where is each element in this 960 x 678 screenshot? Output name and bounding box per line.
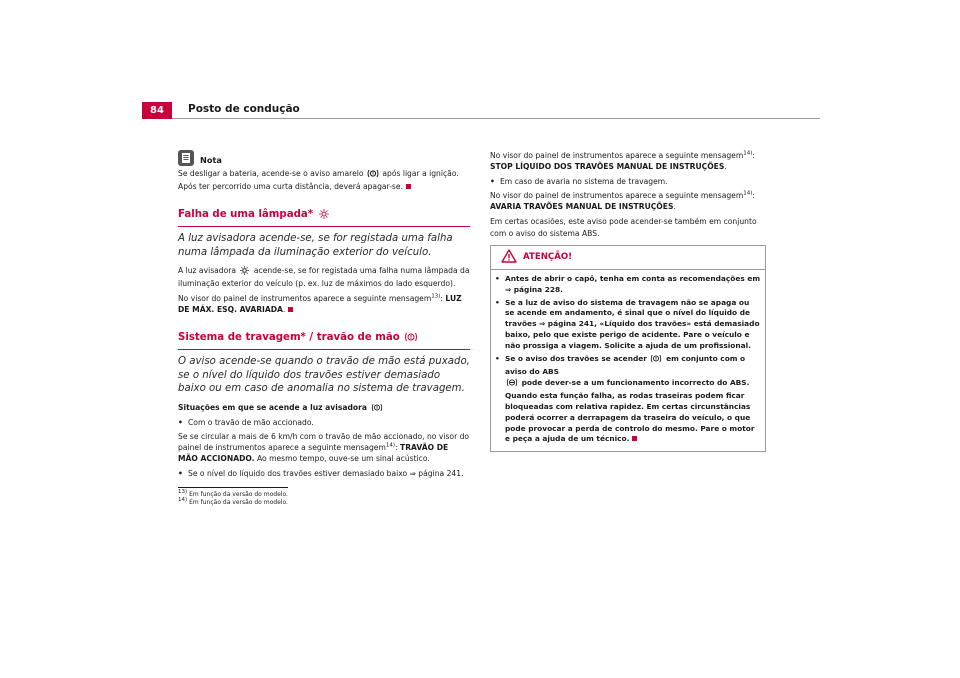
list-item: • Se o aviso dos travões se acender em conjunto com o aviso do ABS pode dever-se a um funcionamento incorrecto do ABS. Quando esta função falha, as rodas traseiras podem ficar bloqueadas com relativa rapidez. Em certas circunstâncias poderá ocorrer a derrapagem da traseira do veículo, o que pode provocar a perda de controlo do mesmo. Pare o motor e peça a ajuda de um técnico. xyxy=(495,354,761,445)
display-message: AVARIA TRAVÕES MANUAL DE INSTRUÇÕES xyxy=(490,202,674,212)
right-p2-end: . xyxy=(673,202,676,212)
brake-warning-icon xyxy=(404,332,418,346)
lamp-p1-part-b: acende-se, se for registada uma falha numa lâmpada da iluminação exterior do veículo (p. ex. luz de máximos do lado esquerdo). xyxy=(178,266,470,289)
footnote-14 xyxy=(178,499,470,507)
brake-warning-icon xyxy=(371,403,383,415)
footnote-mark: 13) xyxy=(178,489,188,496)
brake-p1-continuation: Ao mesmo tempo, ouve-se um sinal acústico. xyxy=(256,453,430,463)
brake-subheading-text: Situações em que se acende a luz avisadora xyxy=(178,402,368,412)
warning-b3-part-b: em conjunto com o aviso do ABS xyxy=(505,354,746,376)
list-item-text[interactable]: Antes de abrir o capô, tenha em conta as recomendações em ⇒ página 228. xyxy=(505,273,761,294)
list-item-text[interactable]: Se a luz de aviso do sistema de travagem não se apaga ou se acende em andamento, é sinal que o nível do líquido de travões ⇒ página 241, «Líquido dos travões» está demasiado baixo, pelo que existe perigo de acidente. Pare o veículo e não prossiga a viagem. Solicite a ajuda de um profissional. xyxy=(505,297,760,351)
brake-p1-text: Se se circular a mais de 6 km/h com o travão de mão accionado, no visor do painel de instrumentos aparece a seguinte mensagem xyxy=(178,431,470,452)
brake-section-title-text: Sistema de travagem* / travão de mão xyxy=(178,332,400,344)
lamp-p2-end: . xyxy=(282,305,286,315)
right-paragraph-2 xyxy=(490,190,766,212)
lamp-section-lead: A luz avisadora acende-se, se for registada uma falha numa lâmpada da iluminação exterior do veículo. xyxy=(178,233,453,258)
display-message: STOP LÍQUIDO DOS TRAVÕES MANUAL DE INSTRUÇÕES xyxy=(490,162,725,172)
left-column xyxy=(178,150,470,507)
list-item-text[interactable]: Se o nível do líquido dos travões estiver demasiado baixo ⇒ página 241. xyxy=(188,469,464,479)
right-p2-colon: : xyxy=(752,191,755,201)
right-p2-text: No visor do painel de instrumentos aparece a seguinte mensagem xyxy=(490,191,744,201)
page-number: 84 xyxy=(142,102,172,119)
lamp-paragraph-2 xyxy=(178,293,470,315)
warning-body xyxy=(491,274,765,446)
note-heading xyxy=(178,150,470,166)
footnote-divider xyxy=(178,487,288,488)
list-item: • Antes de abrir o capô, tenha em conta as recomendações em ⇒ página 228. xyxy=(495,273,761,294)
bulb-failure-icon xyxy=(318,209,330,223)
list-item: • Com o travão de mão accionado. xyxy=(178,417,314,427)
lamp-p1-part-a: A luz avisadora xyxy=(178,266,237,275)
right-p1-text: No visor do painel de instrumentos aparece a seguinte mensagem xyxy=(490,151,744,160)
warning-triangle-icon xyxy=(501,249,517,266)
brake-subheading xyxy=(178,402,470,415)
abs-warning-icon xyxy=(506,378,518,391)
footnote-text: Em função da versão do modelo. xyxy=(189,491,288,499)
right-paragraph-1 xyxy=(490,150,766,172)
brake-section-title xyxy=(178,331,470,350)
display-message: LUZ DE MÁX. ESQ. AVARIADA xyxy=(178,294,462,315)
footnote-mark: 14) xyxy=(178,497,188,504)
brake-section-lead: O aviso acende-se quando o travão de mão está puxado, se o nível do líquido dos travões estiver demasiado baixo ou em caso de anomalia no sistema de travagem. xyxy=(178,356,470,395)
lamp-section-title xyxy=(178,208,470,227)
end-of-section-mark xyxy=(288,307,293,312)
warning-b3-part-c: pode dever-se a um funcionamento incorrecto do ABS. Quando esta função falha, as rodas traseiras podem ficar bloqueadas com relativa rapidez. Em certas circunstâncias poderá ocorrer a derrapagem da traseira do veículo, o que pode provocar a perda de controlo do mesmo. Pare o motor e peça a ajuda de um técnico. xyxy=(505,377,755,444)
lamp-p2-colon: : xyxy=(440,294,443,304)
battery-warning-icon xyxy=(367,169,379,181)
warning-box xyxy=(490,245,766,453)
footnote-ref[interactable]: 13) xyxy=(431,293,441,300)
list-item-text: Com o travão de mão accionado. xyxy=(188,417,314,427)
chapter-title: Posto de condução xyxy=(188,103,300,115)
lamp-p2-text: No visor do painel de instrumentos aparece a seguinte mensagem xyxy=(178,294,432,304)
info-note-icon xyxy=(178,150,194,166)
brake-p1-colon: : xyxy=(395,442,398,452)
list-item: • Em caso de avaria no sistema de travagem. xyxy=(490,177,668,187)
list-item: • Se o nível do líquido dos travões estiver demasiado baixo ⇒ página 241. xyxy=(178,469,464,479)
end-of-section-mark xyxy=(632,436,637,441)
list-item-text xyxy=(505,354,761,445)
footnote-text: Em função da versão do modelo. xyxy=(189,499,288,507)
list-item: • Se a luz de aviso do sistema de travagem não se apaga ou se acende em andamento, é sinal que o nível do líquido de travões ⇒ página 241, «Líquido dos travões» está demasiado baixo, pelo que existe perigo de acidente. Pare o veículo e não prossiga a viagem. Solicite a ajuda de um profissional. xyxy=(495,297,760,351)
list-item-text: Em caso de avaria no sistema de travagem. xyxy=(500,177,668,187)
bulb-failure-icon xyxy=(239,266,250,278)
note-text xyxy=(178,168,470,192)
lamp-paragraph-1 xyxy=(178,265,470,289)
footnote-13 xyxy=(178,491,470,499)
footnote-ref[interactable]: 14) xyxy=(743,190,753,197)
right-p1-end: . xyxy=(724,162,727,172)
footnote-ref[interactable]: 14) xyxy=(385,442,396,449)
right-p1-colon: : xyxy=(752,151,755,160)
right-column xyxy=(490,150,766,452)
footnote-ref[interactable]: 14) xyxy=(743,150,753,157)
right-paragraph-3: Em certas ocasiões, este aviso pode acender-se também em conjunto com o aviso do sistema ABS. xyxy=(490,217,757,238)
note-label: Nota xyxy=(200,155,222,165)
end-of-section-mark xyxy=(406,184,411,189)
lamp-section-title-text: Falha de uma lâmpada* xyxy=(178,209,314,221)
brake-paragraph-1 xyxy=(178,431,470,464)
note-text-part-b: após ligar a ignição. Após ter percorrido uma curta distância, deverá apagar-se. xyxy=(178,169,459,192)
warning-b3-part-a: Se o aviso dos travões se acender xyxy=(505,354,647,364)
warning-label: ATENÇÃO! xyxy=(523,251,573,262)
brake-warning-icon xyxy=(650,354,662,367)
display-message: TRAVÃO DE MÃO ACCIONADO. xyxy=(178,442,449,463)
warning-heading xyxy=(491,246,765,270)
note-text-part-a: Se desligar a bateria, acende-se o aviso amarelo xyxy=(178,169,364,178)
header-divider xyxy=(172,118,820,119)
